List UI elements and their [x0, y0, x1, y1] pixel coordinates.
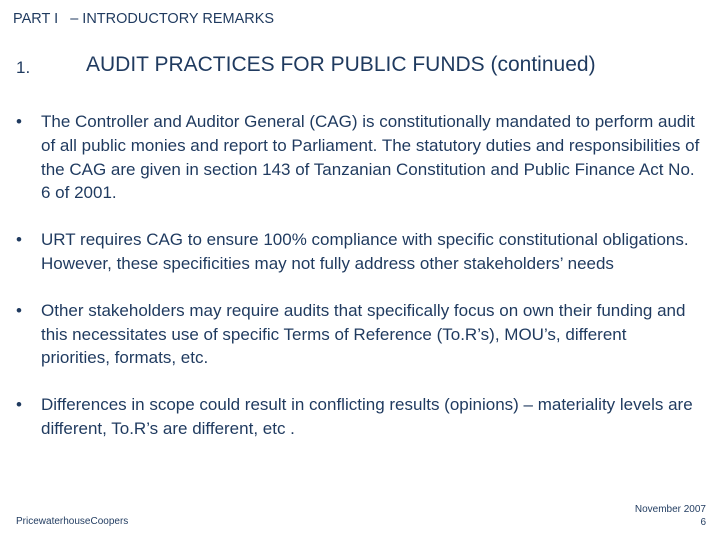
footer-date: November 2007: [634, 504, 706, 515]
bullet-item: [16, 393, 700, 441]
footer-company: PricewaterhouseCoopers: [16, 516, 129, 527]
page-number: 6: [700, 517, 706, 528]
bullet-marker: •: [16, 230, 22, 250]
footer-date-page: [635, 503, 706, 529]
bullet-item: [16, 110, 700, 205]
bullet-item: [16, 228, 700, 276]
bullet-item: [16, 299, 700, 370]
bullet-marker: •: [16, 300, 22, 320]
section-title: AUDIT PRACTICES FOR PUBLIC FUNDS (continued): [86, 53, 596, 76]
part-header: PART I – INTRODUCTORY REMARKS: [13, 11, 275, 27]
bullet-marker: •: [16, 112, 22, 131]
bullet-text: URT requires CAG to ensure 100% compliance with specific constitutional obligations. However, these specificities may not fully address other stakeholders’ needs: [41, 230, 689, 273]
bullet-marker: •: [16, 395, 22, 415]
bullet-text: Differences in scope could result in conflicting results (opinions) – materiality levels are different, To.R’s are different, etc .: [41, 395, 693, 438]
section-number: 1.: [16, 58, 31, 77]
bullet-list: [16, 110, 700, 464]
bullet-text: The Controller and Auditor General (CAG) is constitutionally mandated to perform audit of all public monies and report to Parliament. The statutory duties and responsibilities of the CAG are given in section 143 of Tanzanian Constitution and Public Finance Act No. 6 of 2001.: [41, 112, 700, 203]
bullet-text: Other stakeholders may require audits that specifically focus on own their funding and this necessitates use of specific Terms of Reference (To.R’s), MOU’s, different priorities, formats, etc.: [41, 300, 686, 368]
